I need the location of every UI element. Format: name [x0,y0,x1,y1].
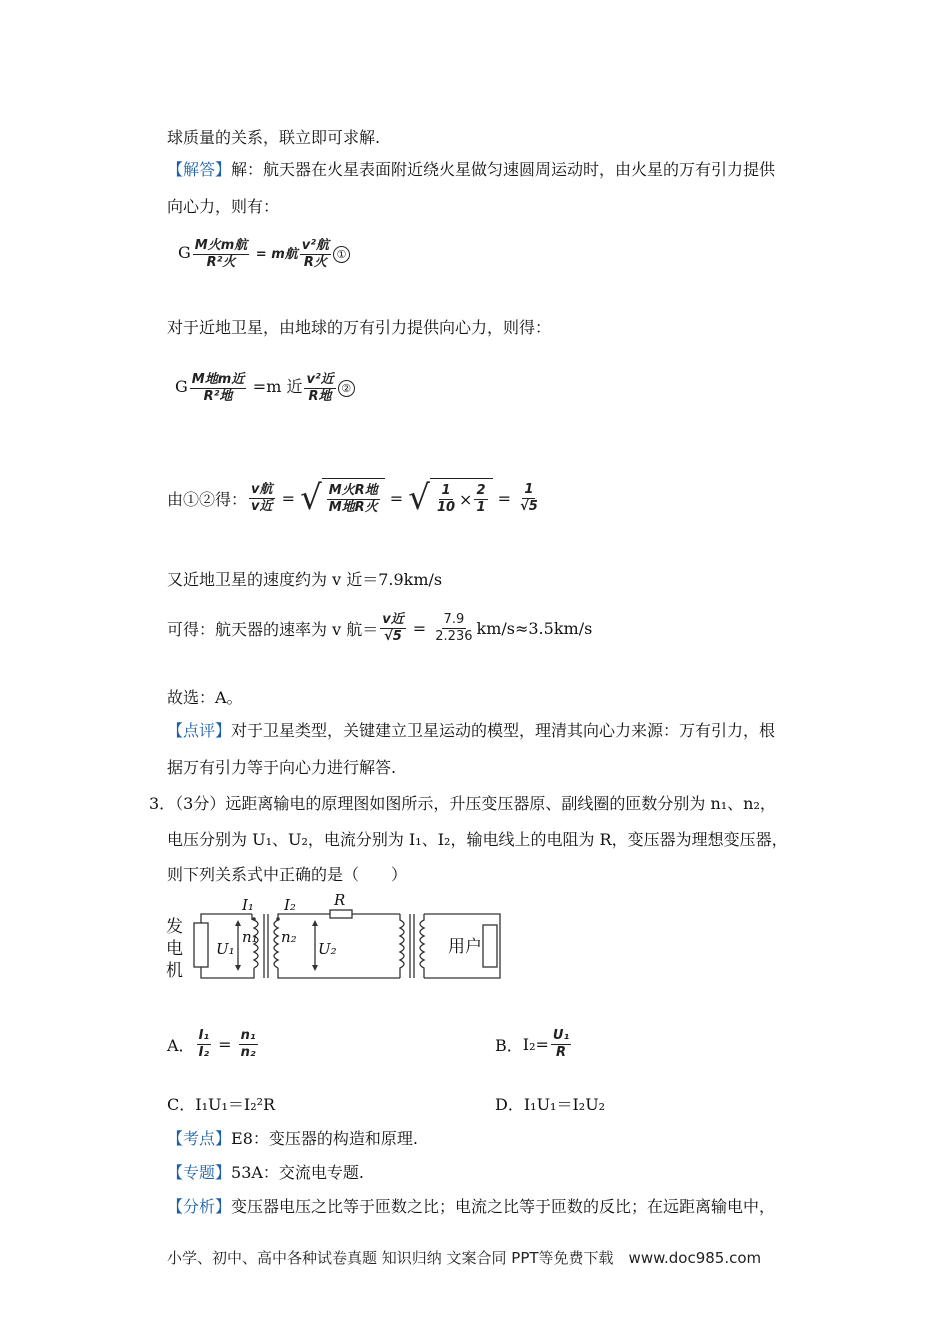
comment-paragraph [167,720,775,742]
user-label: 用户 [448,937,482,957]
text-line: 向心力，则有： [167,197,280,216]
sqrt-2: √ $\frac{1}{10}$ × $\frac{2}{1}$ [408,478,492,518]
option-c: C．I₁U₁＝I₂²R [167,1095,276,1114]
text-line: 球质量的关系，联立即可求解. [167,128,381,147]
formula-3: 由①②得： $\frac{\text{v航}}{\text{v近}}$ = √ $\frac{\text{M火R地}}{\text{M地R火}}$ = √ $\frac{1}{10}$ × $\frac{2}{1}$ = $\frac{1}{√5}$ [167,478,538,518]
answer-tag: 【解答】 [167,160,232,179]
option-a: A． $\frac{\text{I₁}}{\text{I₂}}$ = $\frac{\text{n₁}}{\text{n₂}}$ [167,1028,256,1060]
answer-paragraph [167,159,775,181]
fenxi-line: 【分析】变压器电压之比等于匝数之比；电流之比等于匝数的反比；在远距离输电中， [167,1197,776,1216]
comment-text: 对于卫星类型，关键建立卫星运动的模型，理清其向心力来源：万有引力，根 [231,721,776,740]
text-line: 又近地卫星的速度约为 v 近＝7.9km/s [167,570,443,589]
question-3-line-1: 3．（3分）远距离输电的原理图如图所示，升压变压器原、副线圈的匝数分别为 n₁、n₂， [149,794,776,813]
question-3-line-2: 电压分别为 U₁、U₂，电流分别为 I₁、I₂，输电线上的电阻为 R，变压器为理想变压器， [167,830,788,849]
gen-char-3: 机 [166,961,183,981]
label-n1: n₁ [242,928,258,946]
formula-1: G $\frac{\text{M火m航}}{\text{R²火}}$ = m航 $\frac{\text{v²航}}{\text{R火}}$ ① [178,238,350,271]
label-R: R [334,892,346,909]
question-3-line-3: 则下列关系式中正确的是（ ） [167,865,408,884]
sqrt-1: √ $\frac{\text{M火R地}}{\text{M地R火}}$ [300,478,385,518]
text-line: 据万有引力等于向心力进行解答. [167,758,397,777]
label-U2: U₂ [318,940,337,958]
answer-text: 解：航天器在火星表面附近绕火星做匀速圆周运动时，由火星的万有引力提供 [231,160,776,179]
formula-4: 可得：航天器的速率为 v 航＝ $\frac{\text{v近}}{√5}$ = $\frac{7.9}{2.236}$ km/s≈3.5km/s [167,612,593,644]
formula-2: G $\frac{\text{M地m近}}{\text{R²地}}$ =m 近 $\frac{\text{v²近}}{\text{R地}}$ ② [175,372,355,405]
text-line: 故选：A。 [167,688,243,707]
kaodian-line: 【考点】E8：变压器的构造和原理. [167,1129,418,1148]
text-line: 对于近地卫星，由地球的万有引力提供向心力，则得： [167,318,552,337]
comment-tag: 【点评】 [167,721,232,740]
circled-two: ② [338,380,355,397]
label-n2: n₂ [281,928,297,946]
label-U1: U₁ [216,940,235,958]
label-I1: I₁ [242,896,254,914]
option-d: D．I₁U₁＝I₂U₂ [495,1095,606,1114]
circuit-diagram [160,892,520,992]
gen-char-2: 电 [166,939,183,959]
label-I2: I₂ [284,896,296,914]
footer-banner: 小学、初中、高中各种试卷真题 知识归纳 文案合同 PPT等免费下载 www.doc985.com [167,1249,762,1267]
zhuanti-line: 【专题】53A：交流电专题. [167,1163,365,1182]
option-b: B． I₂= $\frac{\text{U₁}}{R}$ [495,1028,570,1060]
gen-char-1: 发 [166,917,183,937]
circled-one: ① [333,246,350,263]
